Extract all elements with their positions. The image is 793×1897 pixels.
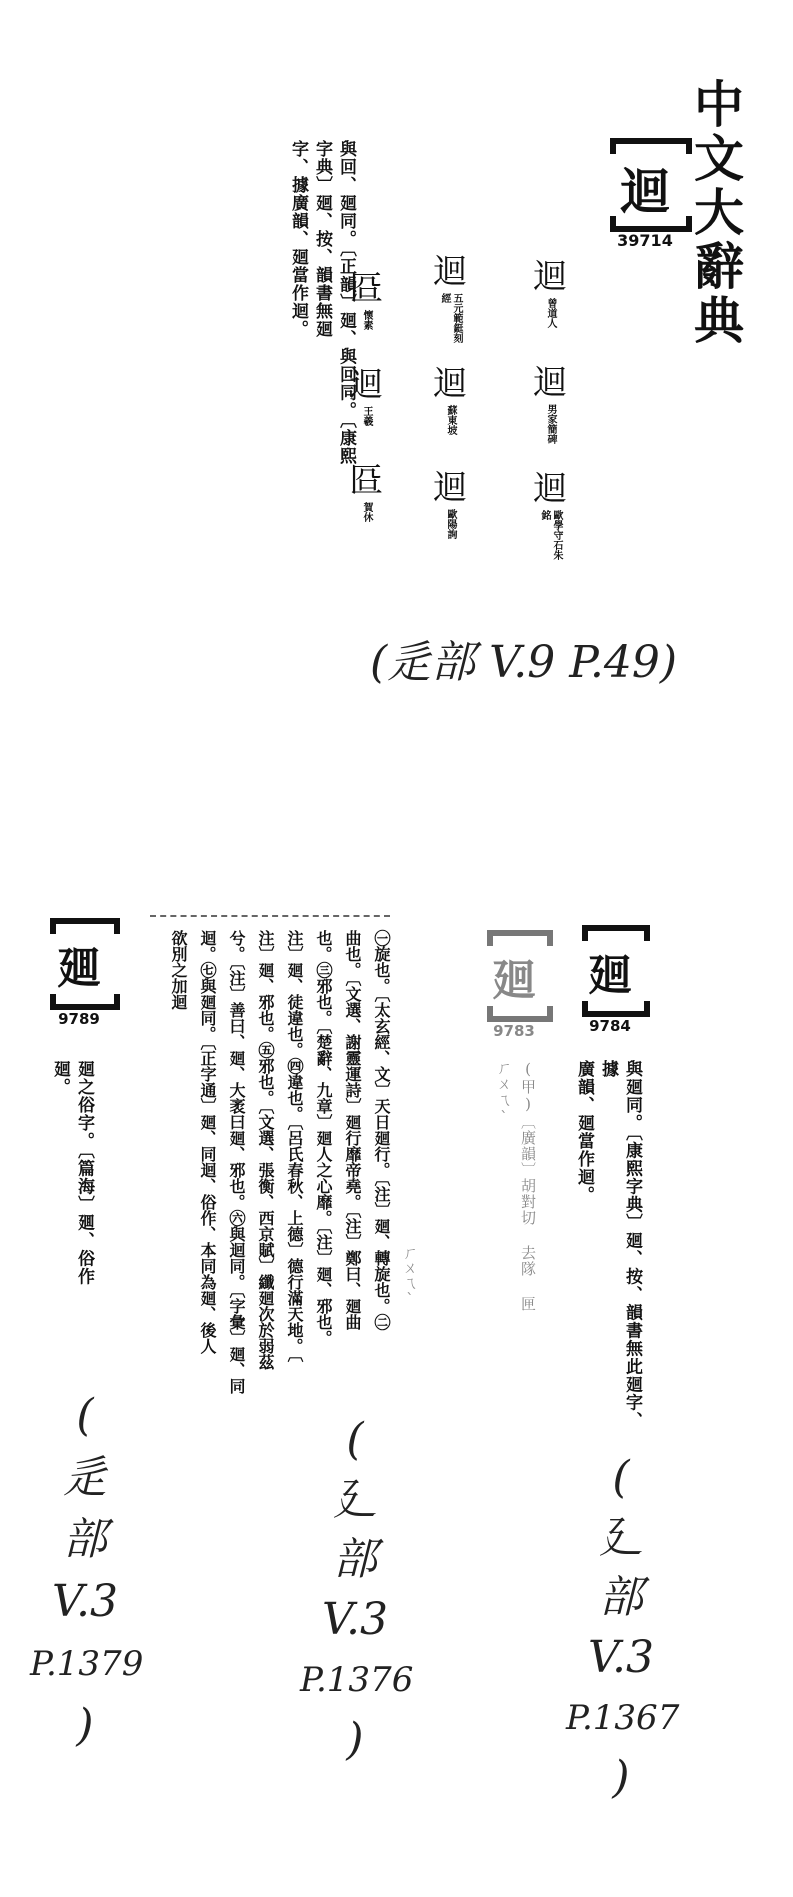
right-headword-number: 9784 <box>589 1017 631 1035</box>
calligraphy-glyph: 㔯 <box>349 269 383 309</box>
calligraphy-glyph: 迴 <box>349 365 383 405</box>
right-handwritten-reference: ( 廴 部 V.3 P.1367 ) <box>566 1452 680 1803</box>
top-text-col-1: 與回、廻同。〔正韻〕廻、與回同。〔康熙字典〕廻、按、韻書無廻 <box>312 140 356 465</box>
top-headword-char: 迴 <box>620 163 670 221</box>
middle-headword-box <box>487 930 541 1040</box>
middle-faded-reading: ㄏㄨㄟˋ <box>401 1245 419 1308</box>
right-definition-text <box>574 1060 644 1440</box>
dictionary-title: 中文大辭典 <box>686 78 744 348</box>
glyph-caption: 男家簡碑 <box>545 404 556 444</box>
right-text-col-1: 與廻同。〔康熙字典〕廻、按、韻書無此廻字、據 <box>598 1060 642 1430</box>
glyph-caption: 蘇東坡 <box>445 405 456 435</box>
left-headword-number: 9789 <box>58 1010 100 1028</box>
calligraphy-glyph: 迴 <box>433 364 467 404</box>
top-text-col-2: 字、據廣韻、廻當作迴。 <box>288 140 308 338</box>
glyph-caption: 五元範鋌刻經 <box>439 293 462 343</box>
middle-handwritten-reference: ( 廴 部 V.3 P.1376 ) <box>300 1414 414 1765</box>
glyph-caption: 歐學守石朱銘 <box>539 510 562 560</box>
glyph-column-1 <box>522 257 578 566</box>
calligraphy-glyph: 㔯 <box>349 461 383 501</box>
glyph-column-3 <box>338 269 394 542</box>
right-text-col-2: 廣韻、廻當作迴。 <box>574 1060 594 1204</box>
glyph-caption: 懷素 <box>361 310 372 330</box>
middle-headword-number: 9783 <box>493 1022 535 1040</box>
calligraphy-glyph: 迴 <box>533 257 567 297</box>
calligraphy-glyph: 迴 <box>533 363 567 403</box>
glyph-caption: 歐陽詢 <box>445 509 456 539</box>
glyph-caption: 王羲 <box>361 406 372 426</box>
top-headword-box <box>610 138 680 250</box>
left-handwritten-reference: ( 辵 部 V.3 P.1379 ) <box>30 1390 144 1751</box>
clip-cut-line <box>150 915 390 917</box>
top-headword-number: 39714 <box>617 231 673 250</box>
right-headword-box <box>582 925 638 1035</box>
left-headword-box <box>50 918 108 1028</box>
calligraphy-glyph: 迴 <box>433 252 467 292</box>
top-handwritten-reference: (辵部 V.9 P.49) <box>370 637 678 688</box>
calligraphy-glyph: 迴 <box>433 468 467 508</box>
glyph-caption: 賀休 <box>361 502 372 522</box>
middle-reading-text: (甲)〔廣韻〕胡對切 去隊 匣 ㄏㄨㄟˋ <box>495 1060 537 1312</box>
calligraphy-glyph: 迴 <box>533 469 567 509</box>
right-headword-char: 廻 <box>588 950 632 1001</box>
left-headword-char: 廽 <box>57 943 101 994</box>
middle-headword-char: 廻 <box>492 955 536 1006</box>
glyph-caption: 曾道人 <box>545 298 556 328</box>
glyph-column-2 <box>422 252 478 557</box>
left-definition-text: 廻之俗字。〔篇海〕廽、俗作廻。 <box>50 1060 94 1286</box>
middle-definition-text: ㊀旋也。〔太玄經、文〕天日廻行。〔注〕廻、轉旋也。㊁ 曲也。〔文選、謝靈運詩〕廻行靡帝堯。〔注〕鄭曰、廻曲 也。㊂邪也。〔楚辭、九章〕廻人之心靡。〔注〕廻、邪也。 注〕廻、徒違也。㊃違也。〔呂氏春秋、上德〕德行滿天地。〔 注〕廻、邪也。㊄邪也。〔文選、張衡、西京賦〕纖廻次於弱茲 兮。〔注〕善曰、廻、大袤曰廻、邪也。㊅與迴同。〔字彙〕廻、同 迴。㊆與廻同。〔正字通〕廻、同迴、俗作、本同為廻、後人 欲別之加迴 <box>169 930 391 1394</box>
